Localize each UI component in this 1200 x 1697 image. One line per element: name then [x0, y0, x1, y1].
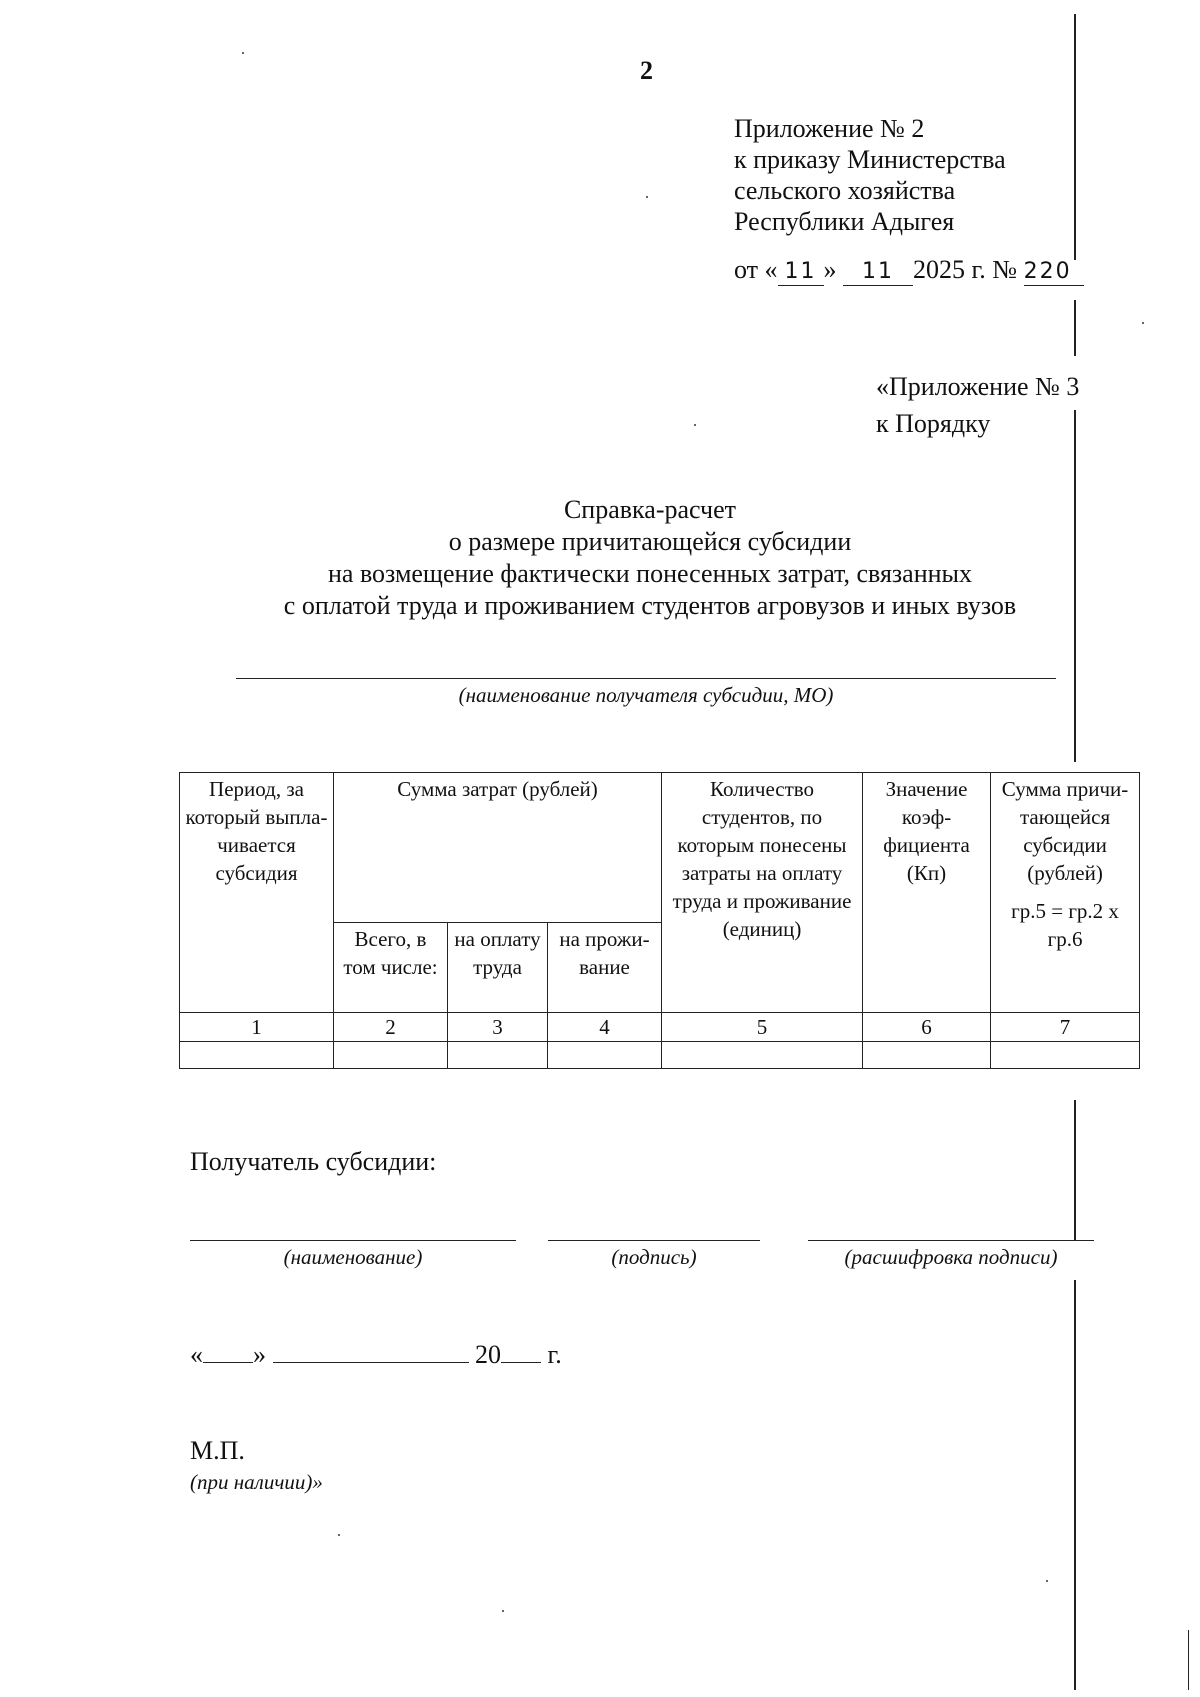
table-cell[interactable] [662, 1042, 863, 1069]
caption-sign: (подпись) [611, 1245, 697, 1269]
title-line: о размере причитающейся субсидии [448, 527, 852, 556]
appendix-line: Республики Адыгея [734, 207, 955, 236]
column-number: 3 [448, 1013, 548, 1042]
table-header-row [180, 773, 1140, 923]
recipient-name-line [236, 678, 1056, 679]
table-cell[interactable] [180, 1042, 334, 1069]
stamp-label: М.П. [190, 1436, 245, 1465]
appendix3-line: «Приложение № 3 [876, 372, 1080, 401]
appendix-line: к приказу Министерства [734, 145, 1006, 174]
subsidy-sum-label: Сумма причи-тающейся субсидии (рублей) [1001, 777, 1129, 885]
date-year-suffix: г. [547, 1340, 562, 1369]
table-row [180, 1042, 1140, 1069]
page-number: 2 [640, 56, 653, 85]
column-number: 7 [991, 1013, 1140, 1042]
column-number: 4 [548, 1013, 662, 1042]
scan-edge-line [1188, 1630, 1189, 1690]
scan-speck [1142, 322, 1144, 324]
scan-margin-line [1074, 1100, 1076, 1240]
header-costs: Сумма затрат (рублей) [334, 773, 662, 923]
appendix-line: сельского хозяйства [734, 176, 956, 205]
order-number: 220 [1024, 259, 1084, 286]
header-total: Всего, в том числе: [334, 923, 448, 1013]
title-line: на возмещение фактически понесенных затрат, связанных [327, 559, 973, 588]
order-prefix: от « [734, 255, 778, 284]
order-mid: » [823, 255, 837, 284]
header-subsidy-sum [991, 773, 1140, 1013]
calculation-table [179, 772, 1140, 1069]
table-cell[interactable] [863, 1042, 991, 1069]
appendix-line: Приложение № 2 [734, 114, 925, 143]
scan-speck [502, 1610, 504, 1612]
date-line [190, 1340, 562, 1370]
title-line: с оплатой труда и проживанием студентов агровузов и иных вузов [283, 591, 1017, 620]
scan-speck [646, 196, 648, 198]
scan-speck [1046, 1580, 1048, 1582]
caption-decode: (расшифровка подписи) [844, 1245, 1058, 1269]
caption-name: (наименование) [283, 1245, 423, 1269]
scan-margin-line [1074, 300, 1076, 356]
date-open-quote: « [190, 1340, 203, 1369]
date-day-blank[interactable] [203, 1340, 253, 1363]
column-number: 1 [180, 1013, 334, 1042]
scan-speck [242, 52, 244, 54]
signature-sign-line[interactable] [548, 1240, 760, 1241]
appendix3-header [876, 368, 1079, 442]
scan-margin-line [1074, 14, 1076, 260]
signature-name-line[interactable] [190, 1240, 516, 1241]
recipient-caption: (наименование получателя субсидии, МО) [458, 683, 834, 707]
column-number: 2 [334, 1013, 448, 1042]
scan-speck [694, 424, 696, 426]
order-year: 2025 г. № [913, 255, 1018, 284]
appendix3-line: к Порядку [876, 409, 991, 438]
scan-margin-line [1074, 410, 1076, 762]
column-number: 6 [863, 1013, 991, 1042]
table-cell[interactable] [448, 1042, 548, 1069]
header-labor: на оплату труда [448, 923, 548, 1013]
table-cell[interactable] [334, 1042, 448, 1069]
signer-label: Получатель субсидии: [190, 1147, 437, 1176]
scan-margin-line [1074, 1280, 1076, 1690]
stamp-note: (при наличии)» [190, 1470, 323, 1494]
date-month-blank[interactable] [273, 1340, 469, 1363]
signature-decode-line[interactable] [808, 1240, 1094, 1241]
date-close-quote: » [253, 1340, 266, 1369]
table-cell[interactable] [548, 1042, 662, 1069]
header-students: Количество студентов, по которым понесены затраты на оплату труда и проживание (единиц) [662, 773, 863, 1013]
scan-speck [338, 1534, 340, 1536]
title-line: Справка-расчет [563, 495, 737, 524]
table-cell[interactable] [991, 1042, 1140, 1069]
header-period: Период, за который выпла-чивается субсидия [180, 773, 334, 1013]
order-date-line [734, 255, 1084, 286]
header-coefficient: Значение коэф-фициента (Кп) [863, 773, 991, 1013]
order-day: 11 [778, 259, 824, 286]
order-month: 11 [843, 259, 913, 286]
column-number-row [180, 1013, 1140, 1042]
subsidy-formula: гр.5 = гр.2 x гр.6 [1011, 899, 1119, 951]
column-number: 5 [662, 1013, 863, 1042]
header-housing: на прожи-вание [548, 923, 662, 1013]
date-century: 20 [475, 1340, 501, 1369]
document-title [200, 494, 1100, 622]
appendix-header [734, 113, 1006, 237]
date-year-blank[interactable] [501, 1340, 541, 1363]
